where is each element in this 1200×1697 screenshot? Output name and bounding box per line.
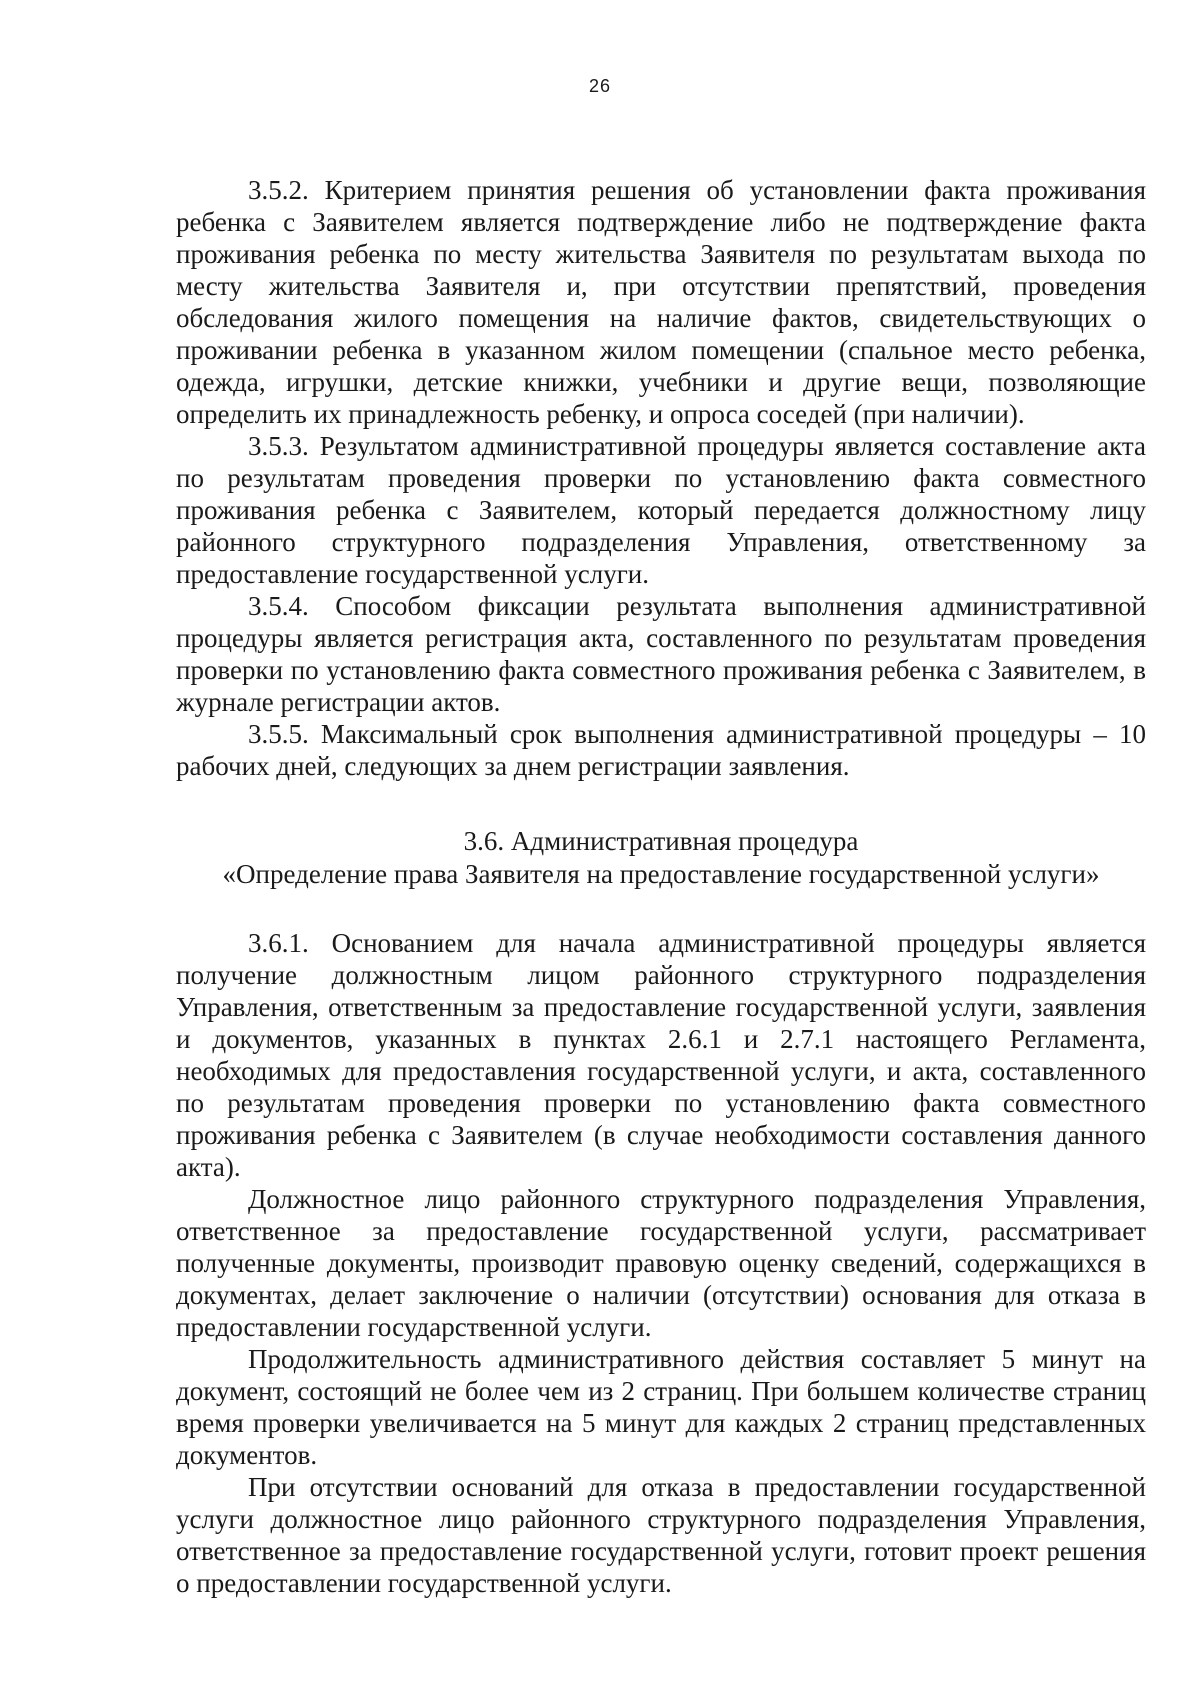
- paragraph-3-5-2: 3.5.2. Критерием принятия решения об установлении факта проживания ребенка с Заявителем является подтверждение либо не подтверждение факта проживания ребенка по месту жительства Заявителя по результатам выхода по месту жительства Заявителя и, при отсутствии препятствий, проведения обследования жилого помещения на наличие фактов, свидетельствующих о проживании ребенка в указанном жилом помещении (спальное место ребенка, одежда, игрушки, детские книжки, учебники и другие вещи, позволяющие определить их принадлежность ребенку, и опроса соседей (при наличии).: [176, 175, 1146, 429]
- page-number: 26: [588, 76, 612, 96]
- paragraph-3-5-3: 3.5.3. Результатом административной процедуры является составление акта по результатам проведения проверки по установлению факта совместного проживания ребенка с Заявителем, который передается должностному лицу районного структурного подразделения Управления, ответственному за предоставление государственной услуги.: [176, 431, 1146, 589]
- paragraphs-after-heading: [176, 927, 1146, 1599]
- section-heading: [176, 825, 1146, 891]
- paragraphs-before-heading: [176, 174, 1146, 782]
- paragraph-no-grounds: При отсутствии оснований для отказа в предоставлении государственной услуги должностное лицо районного структурного подразделения Управления, ответственное за предоставление государственной услуги, готовит проект решения о предоставлении государственной услуги.: [176, 1472, 1146, 1598]
- paragraph-duration: Продолжительность административного действия составляет 5 минут на документ, состоящий не более чем из 2 страниц. При большем количестве страниц время проверки увеличивается на 5 минут для каждых 2 страниц представленных документов.: [176, 1344, 1146, 1470]
- section-heading-number: 3.6. Административная процедура: [463, 826, 859, 856]
- paragraph-3-5-5: 3.5.5. Максимальный срок выполнения административной процедуры – 10 рабочих дней, следующих за днем регистрации заявления.: [176, 719, 1146, 781]
- section-heading-title: «Определение права Заявителя на предоставление государственной услуги»: [222, 859, 1100, 889]
- paragraph-3-6-1: 3.6.1. Основанием для начала административной процедуры является получение должностным лицом районного структурного подразделения Управления, ответственным за предоставление государственной услуги, заявления и документов, указанных в пунктах 2.6.1 и 2.7.1 настоящего Регламента, необходимых для предоставления государственной услуги, и акта, составленного по результатам проведения проверки по установлению факта совместного проживания ребенка с Заявителем (в случае необходимости составления данного акта).: [176, 928, 1146, 1182]
- paragraph-3-5-4: 3.5.4. Способом фиксации результата выполнения административной процедуры является регистрация акта, составленного по результатам проведения проверки по установлению факта совместного проживания ребенка с Заявителем, в журнале регистрации актов.: [176, 591, 1146, 717]
- paragraph-official-review: Должностное лицо районного структурного подразделения Управления, ответственное за предоставление государственной услуги, рассматривает полученные документы, производит правовую оценку сведений, содержащихся в документах, делает заключение о наличии (отсутствии) основания для отказа в предоставлении государственной услуги.: [176, 1184, 1146, 1342]
